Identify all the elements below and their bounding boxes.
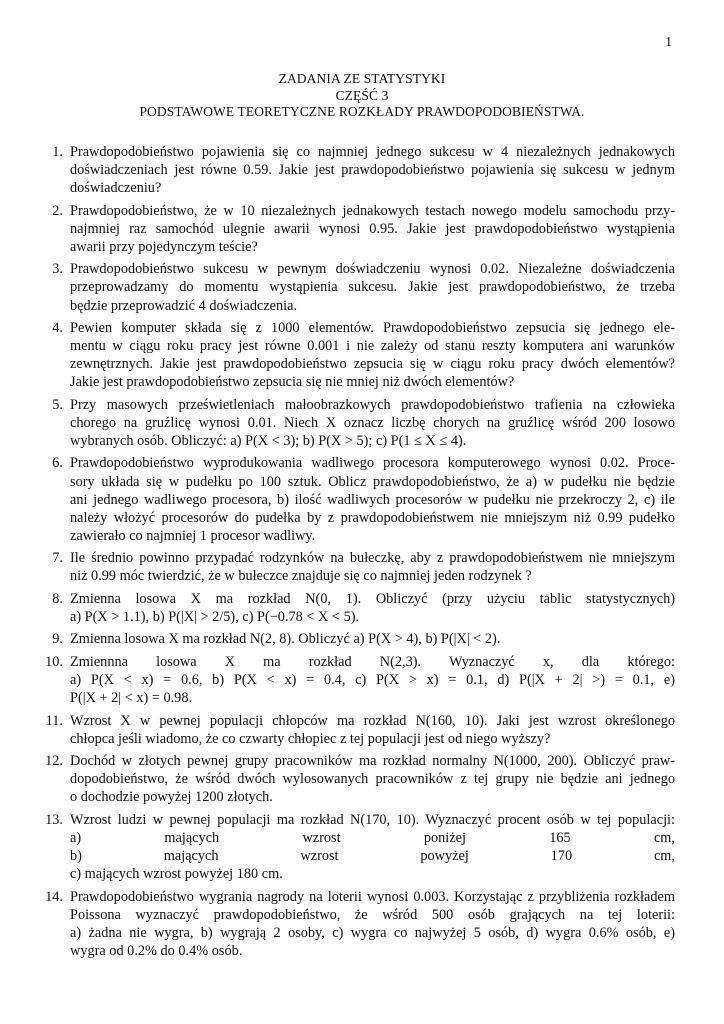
problem-number: 9. bbox=[52, 631, 63, 648]
problem-text-line: doświadczeniach jest równe 0.59. Jakie jest prawdopodobieństwo pojawienia się sukcesu w jednym bbox=[70, 162, 675, 179]
problem-text-line: P(|X + 2| < x) = 0.98. bbox=[70, 690, 193, 707]
problem-text-line: o dochodzie powyżej 1200 złotych. bbox=[70, 789, 273, 806]
problem-text-line: Prawdopodobieństwo sukcesu w pewnym doświadczeniu wynosi 0.02. Niezależne doświadczenia bbox=[70, 261, 675, 278]
problem-number: 5. bbox=[52, 396, 63, 413]
problem-text-line: mentu w ciągu roku pracy jest równe 0.001 i nie zależy od stanu reszty komputera ani warunków bbox=[70, 338, 675, 355]
problem-text-line: zewnętrznych. Jakie jest prawdopodobieństwo zepsucia się w ciągu roku pracy dwóch elementów? bbox=[70, 356, 675, 373]
problem-text-line: chłopca jeśli wiadomo, że co czwarty chłopiec z tej populacji jest od niego wyższy? bbox=[70, 730, 551, 747]
problem-number: 8. bbox=[52, 590, 63, 607]
problem-text-line: chorego na gruźlicę wynosi 0.01. Niech X oznacz liczbę chorych na gruźlicę wśród 200 losowo bbox=[70, 414, 675, 431]
problem-item bbox=[52, 454, 675, 544]
problem-text-line: Jakie jest prawdopodobieństwo zepsucia się nie mniej niż dwóch elementów? bbox=[70, 374, 515, 391]
problem-text-line: Prawdopodobieństwo pojawienia się co najmniej jednego sukcesu w 4 niezależnych jednakowych bbox=[70, 144, 675, 160]
problem-number: 2. bbox=[52, 202, 63, 219]
problem-text-line: Prawdopodobieństwo, że w 10 niezależnych jednakowych testach nowego modelu samochodu przy- bbox=[70, 202, 675, 219]
problem-text-line: wygra od 0.2% do 0.4% osób. bbox=[70, 942, 243, 959]
problem-number: 4. bbox=[52, 320, 63, 337]
problem-item bbox=[52, 319, 675, 391]
problem-text-line: doświadczeniu? bbox=[70, 180, 162, 197]
problem-item bbox=[52, 630, 675, 648]
document-title: ZADANIA ZE STATYSTYKI bbox=[278, 71, 446, 86]
problem-text-line: Wzrost ludzi w pewnej populacji ma rozkład N(170, 10). Wyznaczyć procent osób w tej populacji: bbox=[70, 811, 675, 828]
problem-item bbox=[52, 549, 675, 585]
problem-number: 13. bbox=[45, 811, 63, 828]
problem-text-line: najmniej raz samochód ulegnie awarii wynosi 0.95. Jakie jest prawdopodobieństwo wystąpienia bbox=[70, 220, 675, 237]
problem-item bbox=[52, 396, 675, 450]
problem-item bbox=[52, 260, 675, 314]
problem-text-line: należy włożyć procesorów do pudełka by z prawdopodobieństwem nie mniejszym niż 0.99 pudełko bbox=[70, 509, 675, 526]
problem-item bbox=[52, 143, 675, 197]
problem-number: 3. bbox=[52, 261, 63, 278]
problem-number: 14. bbox=[45, 888, 63, 905]
problem-text-line: Zmiennna losowa X ma rozkład N(2,3). Wyznaczyć x, dla którego: bbox=[70, 653, 675, 670]
problem-text-line: Zmienna losowa X ma rozkład N(2, 8). Obliczyć a) P(X > 4), b) P(|X| < 2). bbox=[70, 631, 501, 648]
page-number: 1 bbox=[665, 34, 672, 49]
problem-text-line: Wzrost X w pewnej populacji chłopców ma rozkład N(160, 10). Jaki jest wzrost określonego bbox=[70, 712, 675, 729]
problem-text-line: awarii przy pojedynczym teście? bbox=[70, 238, 258, 255]
problem-number: 10. bbox=[45, 653, 63, 670]
problem-text-line: Zmienna losowa X ma rozkład N(0, 1). Obliczyć (przy użyciu tablic statystycznych) bbox=[70, 590, 675, 607]
problem-text-line: będzie przeprowadzić 4 doświadczenia. bbox=[70, 297, 298, 314]
problem-list bbox=[45, 143, 675, 964]
problem-text-line: b) mających wzrost powyżej 170 cm, bbox=[70, 848, 675, 865]
problem-text-line: Ile średnio powinno przypadać rodzynków na bułeczkę, aby z prawdopodobieństwem nie mniejszym bbox=[70, 550, 675, 567]
problem-text-line: Poissona wyznaczyć prawdopodobieństwo, że wśród 500 osób grających na tej loterii: bbox=[70, 906, 675, 923]
problem-text-line: Prawdopodobieństwo wyprodukowania wadliwego procesora komputerowego wynosi 0.02. Proce- bbox=[70, 455, 675, 472]
document-header bbox=[0, 71, 724, 121]
problem-text-line: niż 0.99 móc twierdzić, że w bułeczce znajduje się co najmniej jeden rodzynek ? bbox=[70, 568, 532, 585]
problem-item bbox=[45, 888, 675, 960]
problem-text-line: Dochód w złotych pewnej grupy pracowników ma rozkład normalny N(1000, 200). Obliczyć praw- bbox=[70, 753, 675, 770]
problem-text-line: Przy masowych prześwietleniach małoobrazkowych prawdopodobieństwo trafienia na człowieka bbox=[70, 396, 675, 413]
problem-text-line: Pewien komputer składa się z 1000 elementów. Prawdopodobieństwo zepsucia się jednego ele- bbox=[70, 320, 675, 337]
problem-text-line: a) mających wzrost poniżej 165 cm, bbox=[70, 829, 675, 846]
problem-item bbox=[45, 653, 675, 707]
problem-text-line: a) P(X < x) = 0.6, b) P(X < x) = 0.4, c) P(X > x) = 0.1, d) P(|X + 2| >) = 0.1, e) bbox=[70, 672, 675, 689]
problem-text-line: ani jednego wadliwego procesora, b) ilość wadliwych procesorów w pudełku nie przekroczy 2, c) ile bbox=[70, 491, 675, 508]
problem-number: 6. bbox=[52, 455, 63, 472]
problem-item bbox=[45, 712, 675, 748]
problem-text-line: sory układa się w pudełku po 100 sztuk. Oblicz prawdopodobieństwo, że a) w pudełku nie będzie bbox=[70, 473, 675, 490]
problem-item bbox=[45, 752, 675, 806]
problem-number: 11. bbox=[45, 712, 63, 729]
problem-text-line: wybranych osób. Obliczyć: a) P(X < 3); b) P(X > 5); c) P(1 ≤ X ≤ 4). bbox=[70, 432, 467, 449]
problem-text-line: a) żadna nie wygra, b) wygrają 2 osoby, c) wygra co najwyżej 5 osób, d) wygra 0.6% osób, e) bbox=[70, 924, 675, 941]
problem-text-line: a) P(X > 1.1), b) P(|X| > 2/5), c) P(−0.78 < X < 5). bbox=[70, 608, 360, 625]
problem-item bbox=[52, 590, 675, 626]
problem-number: 12. bbox=[45, 753, 63, 770]
problem-item bbox=[52, 202, 675, 256]
problem-item bbox=[45, 811, 675, 883]
problem-text-line: zawierało co najmniej 1 procesor wadliwy. bbox=[70, 527, 316, 544]
problem-text-line: przeprowadzamy do momentu wystąpienia sukcesu. Jakie jest prawdopodobieństwo, że trzeba bbox=[70, 279, 675, 296]
problem-number: 7. bbox=[52, 550, 63, 567]
document-subtitle: PODSTAWOWE TEORETYCZNE ROZKŁADY PRAWDOPODOBIEŃSTWA. bbox=[139, 104, 585, 119]
problem-text-line: Prawdopodobieństwo wygrania nagrody na loterii wynosi 0.003. Korzystając z przybliżenia rozkładem bbox=[70, 888, 675, 905]
problem-number: 1. bbox=[52, 144, 63, 160]
document-part: CZĘŚĆ 3 bbox=[335, 87, 389, 103]
problem-text-line: c) mających wzrost powyżej 180 cm. bbox=[70, 866, 283, 883]
problem-text-line: dopodobieństwo, że wśród dwóch wylosowanych pracowników z tej grupy nie będzie ani jednego bbox=[70, 771, 675, 788]
